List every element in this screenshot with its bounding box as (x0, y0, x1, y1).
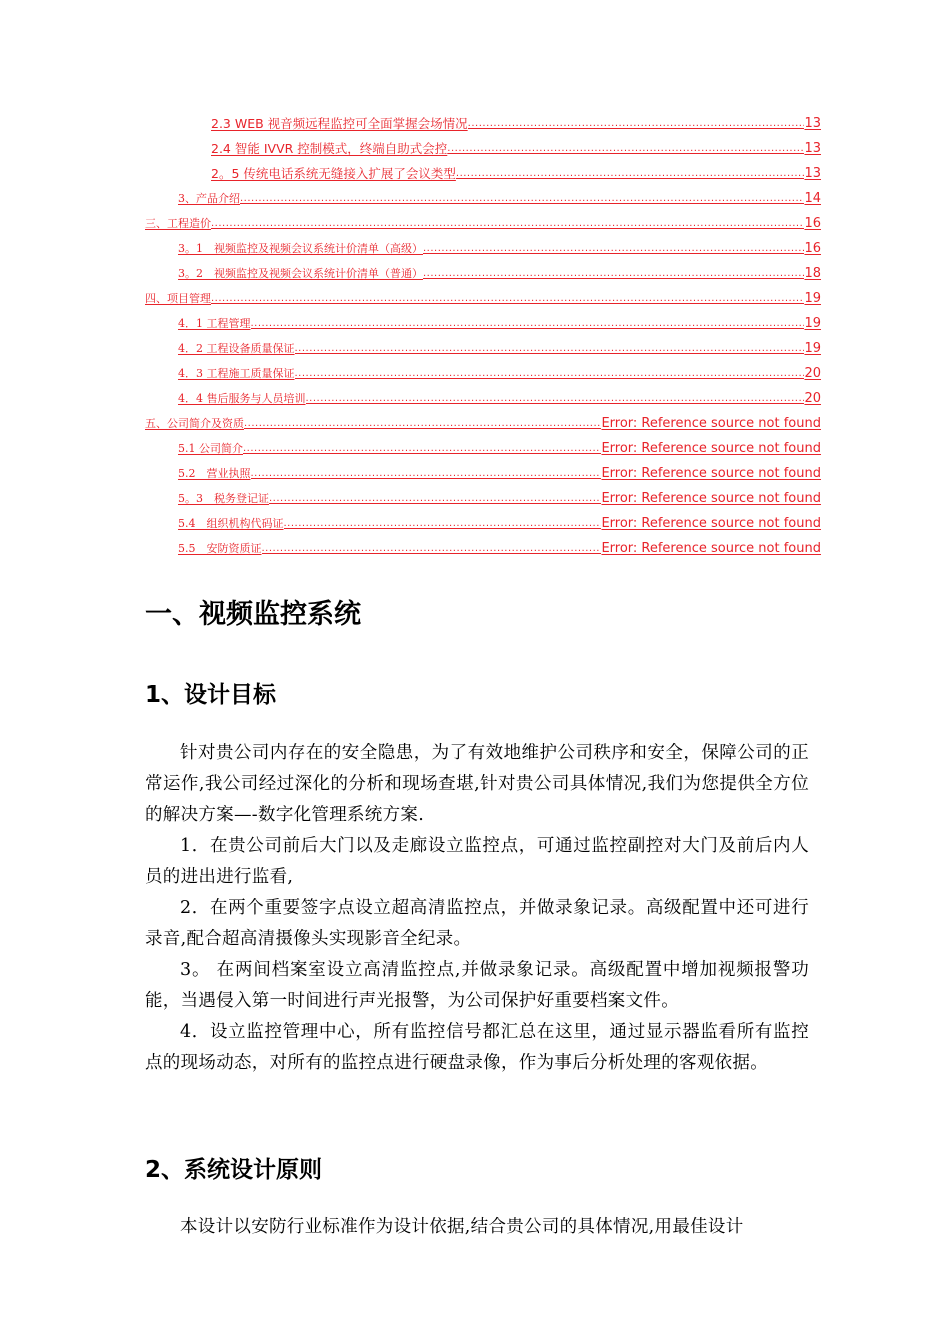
toc-leader-dots (244, 417, 601, 431)
toc-entry-page: 19 (804, 291, 821, 306)
toc-leader-dots (423, 267, 804, 281)
toc-leader-dots (269, 492, 601, 506)
toc-entry-page: 13 (804, 141, 821, 156)
toc-entry-label: 2.3 WEB 视音频远程监控可全面掌握会场情况 (211, 116, 468, 131)
toc-entry[interactable] (178, 467, 821, 481)
toc-entry-label: 5.2 营业执照 (178, 467, 251, 480)
toc-entry[interactable] (178, 192, 821, 206)
toc-leader-dots (456, 167, 805, 181)
toc-entry-page: Error: Reference source not found (601, 466, 821, 481)
toc-entry[interactable] (178, 442, 821, 456)
toc-leader-dots (447, 142, 804, 156)
toc-entry-page: Error: Reference source not found (601, 516, 821, 531)
toc-entry-label: 4．3 工程施工质量保证 (178, 367, 295, 380)
toc-entry-label: 2.4 智能 IVVR 控制模式，终端自助式会控 (211, 141, 448, 156)
chapter-heading: 一、视频监控系统 (145, 599, 361, 630)
body-paragraph: 针对贵公司内存在的安全隐患，为了有效地维护公司秩序和安全，保障公司的正常运作,我公司经过深化的分析和现场查堪,针对贵公司具体情况,我们为您提供全方位的解决方案—-数字化管理系统方案. (145, 743, 809, 825)
toc-leader-dots (211, 217, 804, 231)
toc-entry[interactable] (211, 117, 821, 131)
toc-entry-label: 3。2 视频监控及视频会议系统计价清单（普通） (178, 267, 423, 280)
toc-entry[interactable] (178, 367, 821, 381)
toc-entry-page: 18 (804, 266, 821, 281)
toc-leader-dots (211, 292, 804, 306)
toc-leader-dots (284, 517, 602, 531)
toc-entry-page: 20 (804, 391, 821, 406)
toc-entry-label: 3、产品介绍 (178, 192, 240, 205)
toc-entry[interactable] (178, 492, 821, 506)
toc-entry-label: 5。3 税务登记证 (178, 492, 269, 505)
toc-entry-label: 4．2 工程设备质量保证 (178, 342, 295, 355)
toc-leader-dots (262, 542, 602, 556)
toc-leader-dots (306, 392, 805, 406)
toc-entry-label: 3。1 视频监控及视频会议系统计价清单（高级） (178, 242, 423, 255)
toc-entry-label: 四、项目管理 (145, 292, 211, 305)
toc-entry-page: 19 (804, 341, 821, 356)
toc-entry[interactable] (178, 542, 821, 556)
toc-entry-page: Error: Reference source not found (601, 416, 821, 431)
toc-entry[interactable] (145, 417, 821, 431)
toc-entry[interactable] (178, 267, 821, 281)
toc-entry[interactable] (211, 142, 821, 156)
toc-entry-label: 2。5 传统电话系统无缝接入扩展了会议类型 (211, 166, 456, 181)
toc-entry-label: 5.4 组织机构代码证 (178, 517, 284, 530)
section-heading-design-goal: 1、设计目标 (145, 682, 277, 708)
toc-entry-page: 19 (804, 316, 821, 331)
toc-leader-dots (423, 242, 804, 256)
toc-entry-page: 20 (804, 366, 821, 381)
toc-entry-page: Error: Reference source not found (601, 441, 821, 456)
body-paragraph: 本设计以安防行业标准作为设计依据,结合贵公司的具体情况,用最佳设计 (180, 1217, 744, 1237)
toc-entry[interactable] (178, 242, 821, 256)
toc-leader-dots (295, 367, 805, 381)
toc-entry-page: Error: Reference source not found (601, 491, 821, 506)
toc-entry-label: 五、公司简介及资质 (145, 417, 244, 430)
toc-entry-page: 13 (804, 166, 821, 181)
toc-leader-dots (251, 467, 602, 481)
body-paragraph: 3。 在两间档案室设立高清监控点,并做录象记录。高级配置中增加视频报警功能，当遇侵入第一时间进行声光报警，为公司保护好重要档案文件。 (145, 960, 809, 1011)
body-paragraph: 2．在两个重要签字点设立超高清监控点，并做录象记录。高级配置中还可进行录音,配合超高清摄像头实现影音全纪录。 (145, 898, 809, 949)
toc-entry-page: Error: Reference source not found (601, 541, 821, 556)
toc-entry-label: 4．4 售后服务与人员培训 (178, 392, 306, 405)
section-heading-design-principles: 2、系统设计原则 (145, 1157, 323, 1183)
toc-entry[interactable] (178, 342, 821, 356)
toc-entry[interactable] (145, 217, 821, 231)
toc-entry[interactable] (211, 167, 821, 181)
toc-leader-dots (243, 442, 601, 456)
toc-entry[interactable] (145, 292, 821, 306)
toc-entry-label: 5.1 公司简介 (178, 442, 243, 455)
toc-entry-label: 4．1 工程管理 (178, 317, 251, 330)
toc-entry-page: 16 (804, 216, 821, 231)
body-paragraph: 4．设立监控管理中心，所有监控信号都汇总在这里，通过显示器监看所有监控点的现场动态，对所有的监控点进行硬盘录像，作为事后分析处理的客观依据。 (145, 1022, 809, 1073)
toc-entry-page: 14 (804, 191, 821, 206)
toc-entry-label: 三、工程造价 (145, 217, 211, 230)
toc-entry-page: 16 (804, 241, 821, 256)
toc-entry[interactable] (178, 392, 821, 406)
body-paragraph: 1．在贵公司前后大门以及走廊设立监控点，可通过监控副控对大门及前后内人员的进出进行监看, (145, 836, 809, 887)
toc-leader-dots (468, 117, 805, 131)
toc-leader-dots (295, 342, 805, 356)
toc-entry-label: 5.5 安防资质证 (178, 542, 262, 555)
toc-leader-dots (251, 317, 805, 331)
toc-entry[interactable] (178, 317, 821, 331)
toc-leader-dots (240, 192, 804, 206)
toc-entry[interactable] (178, 517, 821, 531)
toc-entry-page: 13 (804, 116, 821, 131)
